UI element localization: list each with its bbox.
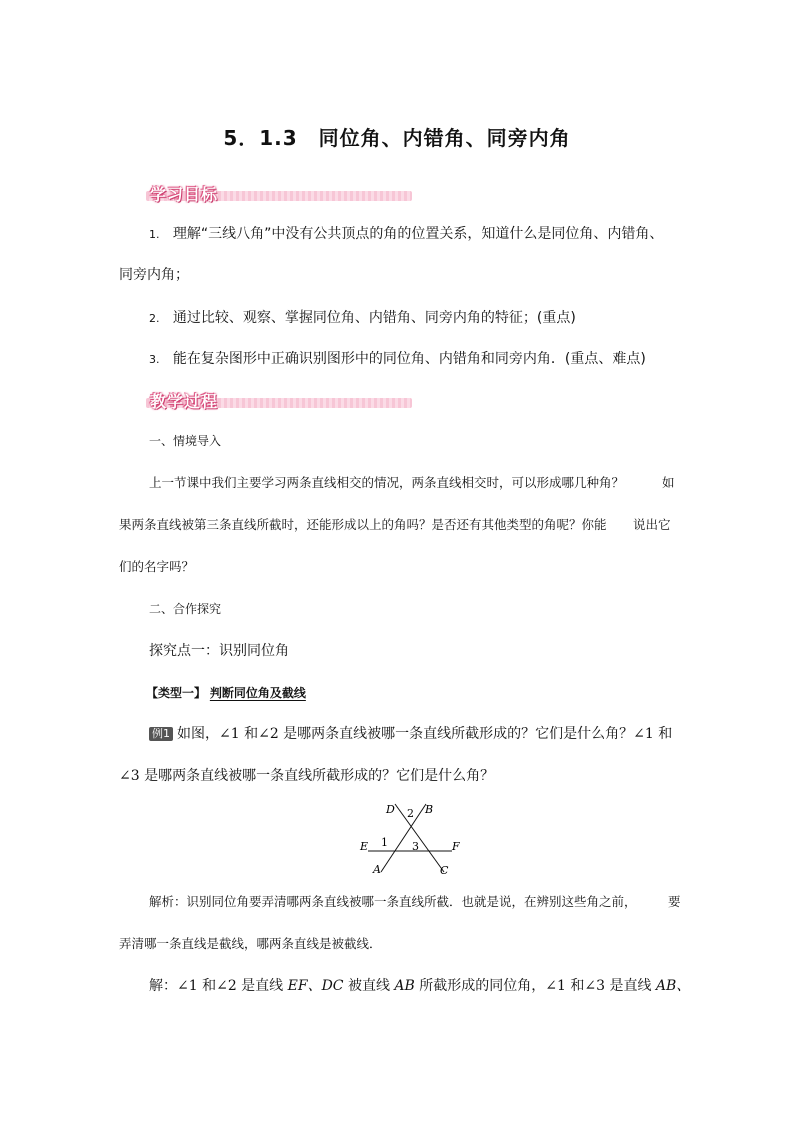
page-title: 5．1.3 同位角、内错角、同旁内角 bbox=[223, 126, 571, 150]
objective-1-line1 bbox=[149, 224, 663, 245]
objectives-label: 学习目标 bbox=[150, 185, 219, 204]
objective-text: 能在复杂图形中正确识别图形中的同位角、内错角和同旁内角．(重点、难点) bbox=[172, 351, 646, 367]
label-B: B bbox=[425, 803, 434, 816]
objective-number: 1. bbox=[149, 228, 160, 241]
solution-prefix: 解：∠1 和∠2 是直线 bbox=[149, 978, 288, 994]
part1-para-line3: 们的名字吗？ bbox=[119, 559, 195, 574]
solution-mid-1: 被直线 bbox=[343, 978, 395, 994]
geometry-figure bbox=[356, 796, 466, 880]
part1-para-line1-tail: 如 bbox=[662, 475, 675, 490]
solution-vars-2: AB bbox=[394, 978, 415, 994]
part1-para-line1: 上一节课中我们主要学习两条直线相交的情况，两条直线相交时，可以形成哪几种角？ bbox=[149, 475, 625, 490]
part1-heading: 一、情境导入 bbox=[149, 434, 222, 448]
label-A: A bbox=[373, 863, 381, 876]
objective-text: 理解“三线八角”中没有公共顶点的角的位置关系，知道什么是同位角、内错角、 bbox=[172, 226, 664, 242]
analysis-line2: 弄清哪一条直线是截线，哪两条直线是被截线． bbox=[119, 936, 382, 951]
label-D: D bbox=[386, 803, 395, 816]
part1-para-line2-tail: 说出它 bbox=[633, 517, 671, 532]
type-label: 【类型一】 bbox=[146, 686, 207, 700]
part1-para-line2: 果两条直线被第三条直线所截时，还能形成以上的角吗？是否还有其他类型的角呢？你能 bbox=[119, 517, 607, 532]
example-badge: 例1 bbox=[149, 727, 173, 741]
objective-1-line2: 同旁内角； bbox=[119, 267, 189, 283]
objective-number: 3. bbox=[149, 353, 160, 366]
type-heading bbox=[146, 683, 306, 703]
type-title: 判断同位角及截线 bbox=[209, 686, 306, 700]
analysis-line1-tail: 要 bbox=[668, 894, 681, 909]
label-angle-3: 3 bbox=[412, 840, 419, 853]
solution-vars-3: AB、 bbox=[655, 978, 691, 994]
label-F: F bbox=[452, 840, 460, 853]
part2-heading: 二、合作探究 bbox=[149, 602, 222, 616]
example-text: 如图，∠1 和∠2 是哪两条直线被哪一条直线所截形成的？它们是什么角？∠1 和 bbox=[177, 726, 673, 742]
label-E: E bbox=[360, 840, 369, 853]
objectives-section-header bbox=[146, 182, 416, 204]
part2-subheading: 探究点一：识别同位角 bbox=[149, 643, 289, 659]
example-line2: ∠3 是哪两条直线被哪一条直线所截形成的？它们是什么角？ bbox=[119, 768, 495, 784]
analysis-line1: 解析：识别同位角要弄清哪两条直线被哪一条直线所截．也就是说，在辨别这些角之前， bbox=[149, 894, 637, 909]
solution-mid-2: 所截形成的同位角，∠1 和∠3 是直线 bbox=[414, 978, 656, 994]
objective-number: 2. bbox=[149, 312, 160, 325]
label-angle-1: 1 bbox=[381, 836, 388, 849]
label-angle-2: 2 bbox=[407, 807, 414, 820]
objective-2 bbox=[149, 308, 576, 329]
objective-text: 通过比较、观察、掌握同位角、内错角、同旁内角的特征；(重点) bbox=[172, 310, 576, 326]
solution-vars-1: EF、DC bbox=[287, 978, 344, 994]
solution-line1 bbox=[149, 976, 690, 996]
process-label: 教学过程 bbox=[150, 392, 219, 411]
process-section-header bbox=[146, 389, 416, 411]
example-line1 bbox=[149, 724, 672, 744]
label-C: C bbox=[440, 864, 449, 877]
objective-3 bbox=[149, 349, 646, 370]
